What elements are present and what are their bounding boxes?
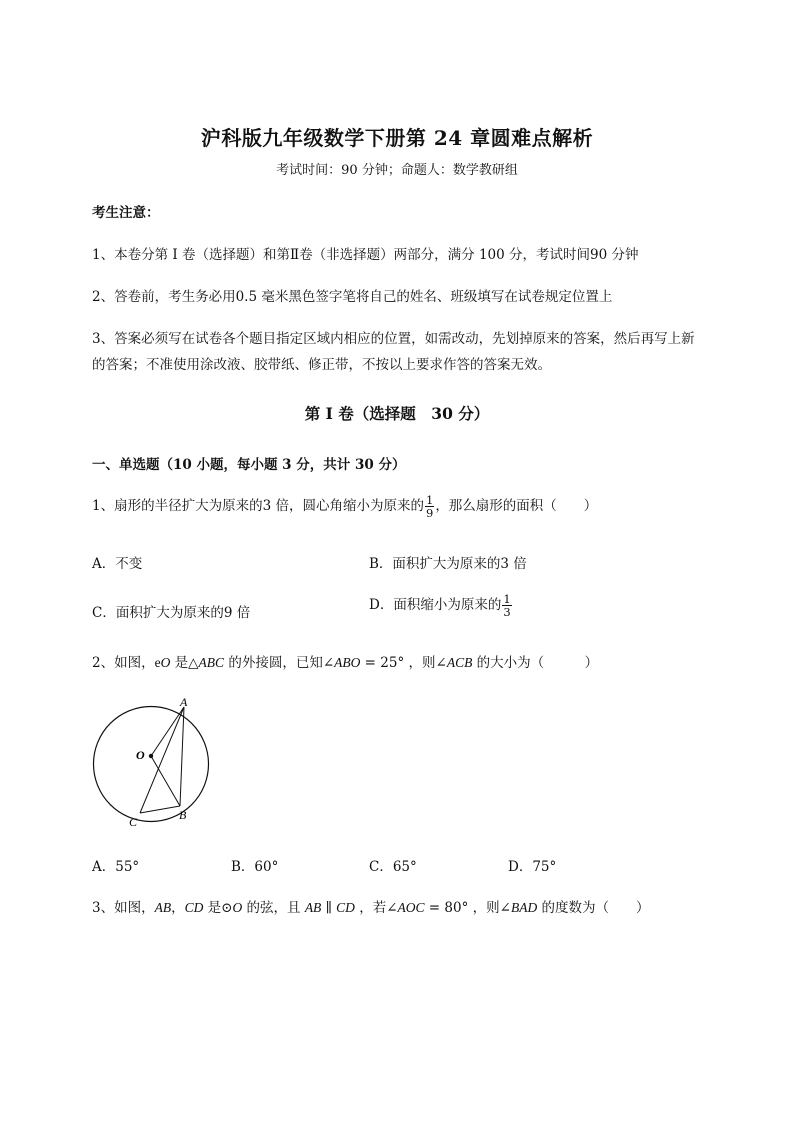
q2-circle-symbol: e bbox=[154, 655, 161, 670]
label-o: O bbox=[136, 748, 145, 762]
label-a: A bbox=[180, 695, 188, 709]
page-subtitle: 考试时间：90 分钟；命题人：数学教研组 bbox=[276, 163, 518, 178]
q3-parallel-right: CD bbox=[336, 900, 355, 915]
q2-mid4: ，则∠ bbox=[404, 655, 447, 671]
q2-mid3: = 25° bbox=[360, 655, 405, 671]
note-item-2: 2、答卷前，考生务必用0.5 毫米黑色签字笔将自己的姓名、班级填写在试卷规定位置上 bbox=[92, 289, 613, 305]
q2-option-a[interactable]: A．55° bbox=[92, 859, 140, 875]
q3-angle-aoc: AOC bbox=[397, 900, 425, 915]
q3-chord-ab: AB bbox=[154, 900, 172, 915]
q1-frac-den: 9 bbox=[425, 506, 434, 521]
q1-option-a[interactable]: A．不变 bbox=[92, 556, 143, 572]
q3-parallel-left: AB bbox=[304, 900, 322, 915]
q2-option-c[interactable]: C．65° bbox=[369, 859, 417, 875]
side-ab bbox=[180, 707, 184, 806]
q3-suffix: 的度数为（ ） bbox=[537, 900, 650, 916]
q3-mid2: 的弦，且 bbox=[242, 900, 305, 916]
label-c: C bbox=[129, 815, 138, 829]
side-ac bbox=[140, 707, 184, 813]
q1-text-after: ，那么扇形的面积（ ） bbox=[435, 498, 598, 515]
q2-figure bbox=[85, 690, 225, 830]
q1-option-d-num: 1 bbox=[503, 592, 511, 606]
side-bc bbox=[140, 806, 180, 813]
q1-option-d-den: 3 bbox=[503, 605, 511, 620]
q2-option-b[interactable]: B．60° bbox=[231, 859, 279, 875]
question-3 bbox=[92, 896, 650, 916]
q1-option-b[interactable]: B．面积扩大为原来的3 倍 bbox=[369, 556, 527, 572]
q2-circle-o: O bbox=[160, 655, 171, 670]
q2-prefix: 2、如图， bbox=[92, 655, 155, 671]
notes-heading: 考生注意： bbox=[92, 205, 160, 221]
q2-option-d[interactable]: D．75° bbox=[508, 859, 557, 875]
note-item-1: 1、本卷分第 I 卷（选择题）和第Ⅱ卷（非选择题）两部分，满分 100 分，考试时间90 分钟 bbox=[92, 247, 639, 263]
q1-option-d[interactable] bbox=[369, 593, 513, 618]
q1-fraction bbox=[425, 494, 434, 519]
q2-suffix: 的大小为（ ） bbox=[472, 655, 599, 671]
q2-mid1: 是△ bbox=[170, 655, 199, 671]
q3-prefix: 3、如图， bbox=[92, 900, 155, 916]
q2-mid2: 的外接圆，已知∠ bbox=[224, 655, 335, 671]
circumcircle bbox=[94, 707, 209, 822]
q3-mid3: ，若∠ bbox=[354, 900, 398, 916]
note-item-3: 3、答案必须写在试卷各个题目指定区域内相应的位置，如需改动，先划掉原来的答案，然后再写上新 bbox=[92, 331, 695, 347]
q2-angle-acb: ACB bbox=[446, 655, 473, 670]
q1-option-d-text: D．面积缩小为原来的 bbox=[369, 597, 502, 614]
q3-chord-cd: CD bbox=[184, 900, 204, 915]
part-heading: 一、单选题（10 小题，每小题 3 分，共计 30 分） bbox=[92, 457, 406, 473]
q3-comma: ， bbox=[171, 900, 185, 916]
q3-circle-o: O bbox=[232, 900, 243, 915]
q3-mid1: 是⊙ bbox=[203, 900, 233, 916]
section-title: 第 I 卷（选择题 30 分） bbox=[304, 404, 490, 423]
question-1 bbox=[92, 494, 597, 519]
segment-ob bbox=[151, 756, 180, 806]
q2-angle-abo: ABO bbox=[334, 655, 361, 670]
segment-oa bbox=[151, 707, 184, 756]
q1-option-c[interactable]: C．面积扩大为原来的9 倍 bbox=[92, 605, 251, 621]
q1-frac-num: 1 bbox=[425, 493, 434, 507]
q3-mid5: ，则∠ bbox=[468, 900, 511, 916]
q2-triangle: ABC bbox=[198, 655, 225, 670]
q1-text-before: 1、扇形的半径扩大为原来的3 倍，圆心角缩小为原来的 bbox=[92, 498, 424, 515]
q3-angle-bad: BAD bbox=[510, 900, 538, 915]
q1-option-d-fraction bbox=[502, 593, 511, 618]
page-title: 沪科版九年级数学下册第 24 章圆难点解析 bbox=[200, 126, 594, 150]
center-point bbox=[149, 754, 153, 758]
question-2 bbox=[92, 651, 598, 671]
q3-mid4: = 80° bbox=[424, 900, 469, 916]
label-b: B bbox=[179, 808, 187, 822]
q3-parallel-symbol: ∥ bbox=[321, 900, 337, 916]
note-item-3-cont: 的答案；不准使用涂改液、胶带纸、修正带，不按以上要求作答的答案无效。 bbox=[92, 357, 551, 373]
